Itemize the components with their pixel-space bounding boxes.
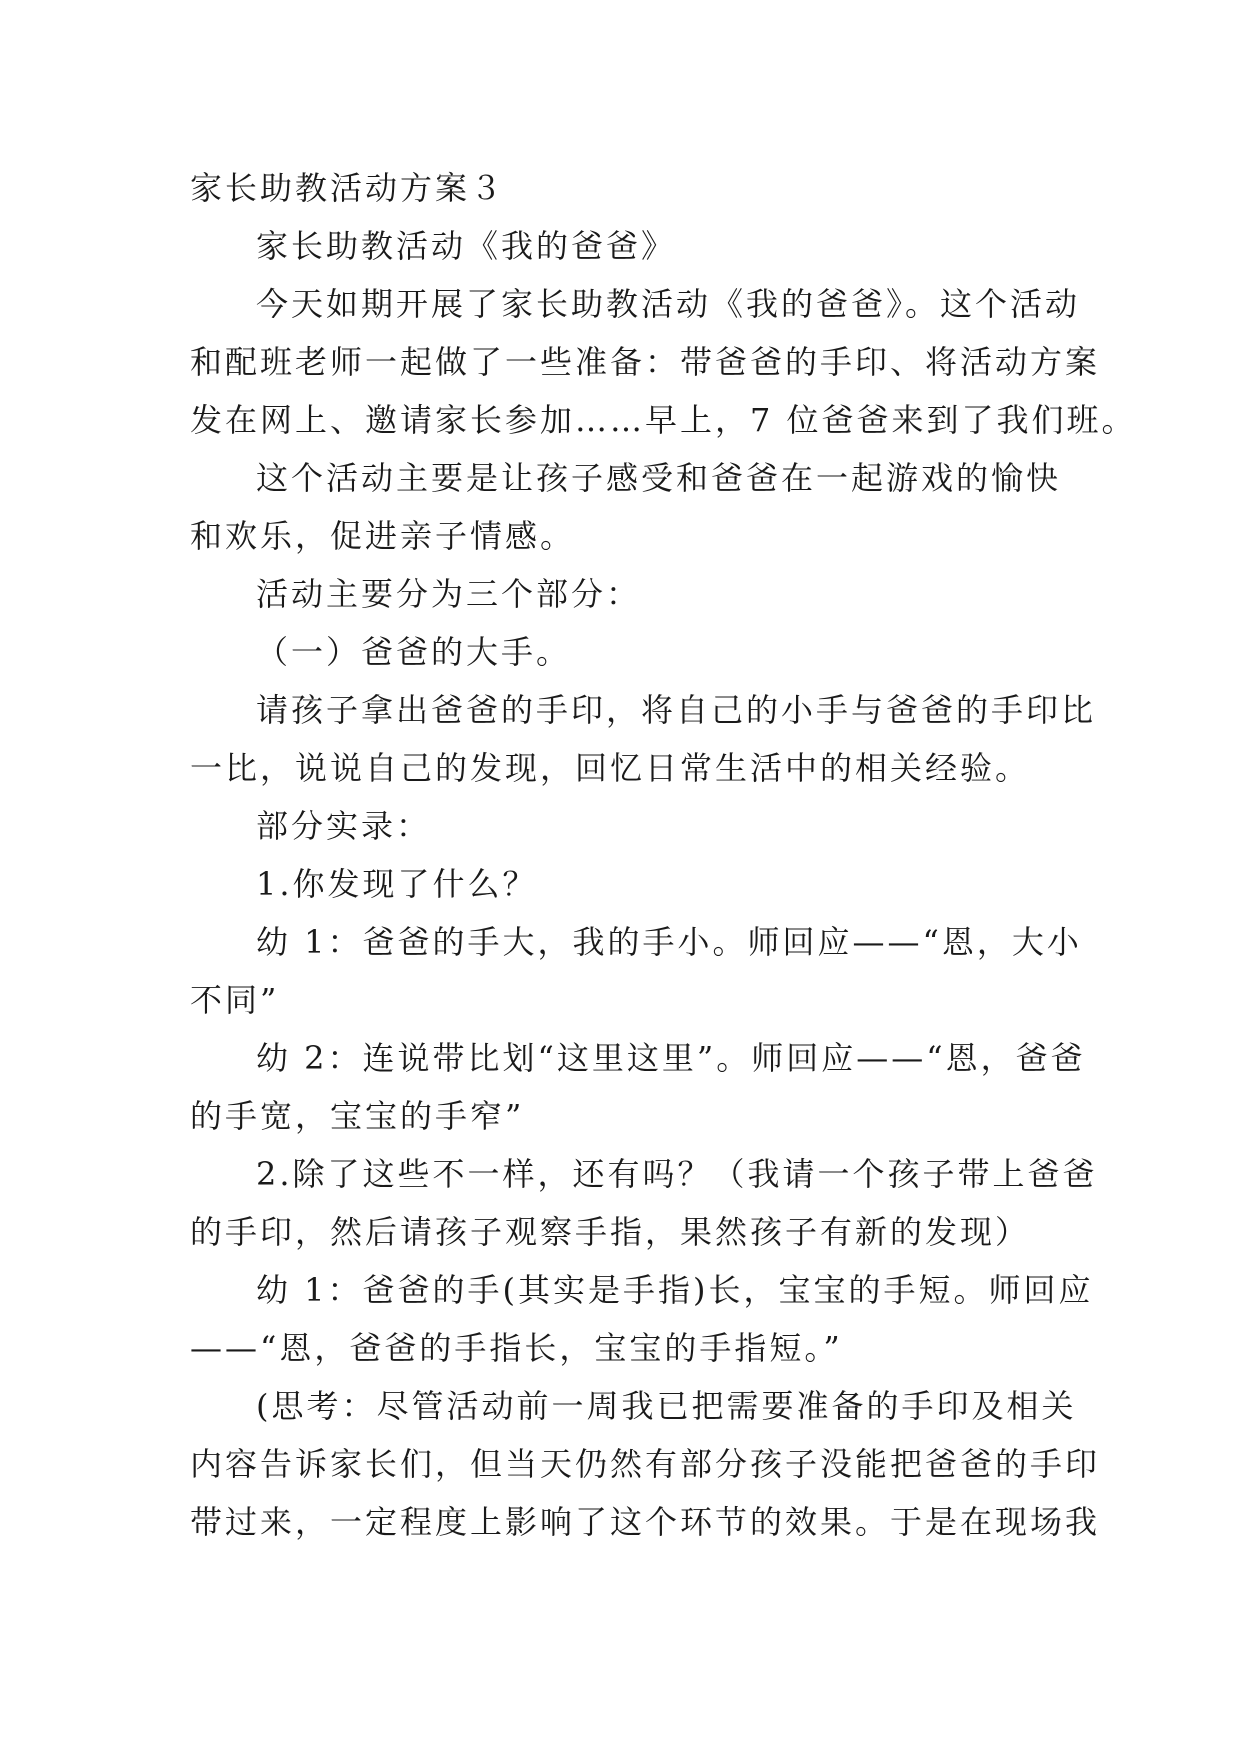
paragraph-line: 幼 1：爸爸的手(其实是手指)长，宝宝的手短。师回应 [256, 1271, 1094, 1309]
paragraph-line: 今天如期开展了家长助教活动《我的爸爸》。这个活动 [256, 285, 1081, 323]
paragraph-line: 一比，说说自己的发现，回忆日常生活中的相关经验。 [190, 749, 1031, 787]
paragraph-line: 带过来，一定程度上影响了这个环节的效果。于是在现场我 [190, 1503, 1101, 1541]
paragraph-line: 幼 1：爸爸的手大，我的手小。师回应——“恩，大小 [256, 923, 1082, 961]
paragraph-line: 2.除了这些不一样，还有吗？（我请一个孩子带上爸爸 [256, 1155, 1098, 1193]
paragraph-line: 发在网上、邀请家长参加……早上，7 位爸爸来到了我们班。 [190, 401, 1137, 439]
paragraph-line: 部分实录： [256, 807, 432, 845]
paragraph-line: 请孩子拿出爸爸的手印，将自己的小手与爸爸的手印比 [256, 691, 1097, 729]
paragraph-line: ——“恩，爸爸的手指长，宝宝的手指短。” [190, 1329, 843, 1367]
paragraph-line: 的手宽，宝宝的手窄” [190, 1097, 525, 1135]
paragraph-line: 的手印，然后请孩子观察手指，果然孩子有新的发现） [190, 1213, 1031, 1251]
paragraph-line: 内容告诉家长们，但当天仍然有部分孩子没能把爸爸的手印 [190, 1445, 1101, 1483]
document-title: 家长助教活动方案３ [190, 169, 506, 207]
paragraph-line: 这个活动主要是让孩子感受和爸爸在一起游戏的愉快 [256, 459, 1062, 497]
paragraph-line: 活动主要分为三个部分： [256, 575, 642, 613]
paragraph-line: 和欢乐，促进亲子情感。 [190, 517, 576, 555]
paragraph-line: (思考：尽管活动前一周我已把需要准备的手印及相关 [256, 1387, 1077, 1425]
paragraph-line: 不同” [190, 981, 280, 1019]
paragraph-line: 和配班老师一起做了一些准备：带爸爸的手印、将活动方案 [190, 343, 1101, 381]
paragraph-line: 幼 2：连说带比划“这里这里”。师回应——“恩，爸爸 [256, 1039, 1086, 1077]
paragraph-line: 1.你发现了什么？ [256, 865, 538, 903]
paragraph-line: 家长助教活动《我的爸爸》 [256, 227, 677, 265]
section-heading: （一）爸爸的大手。 [256, 633, 572, 671]
